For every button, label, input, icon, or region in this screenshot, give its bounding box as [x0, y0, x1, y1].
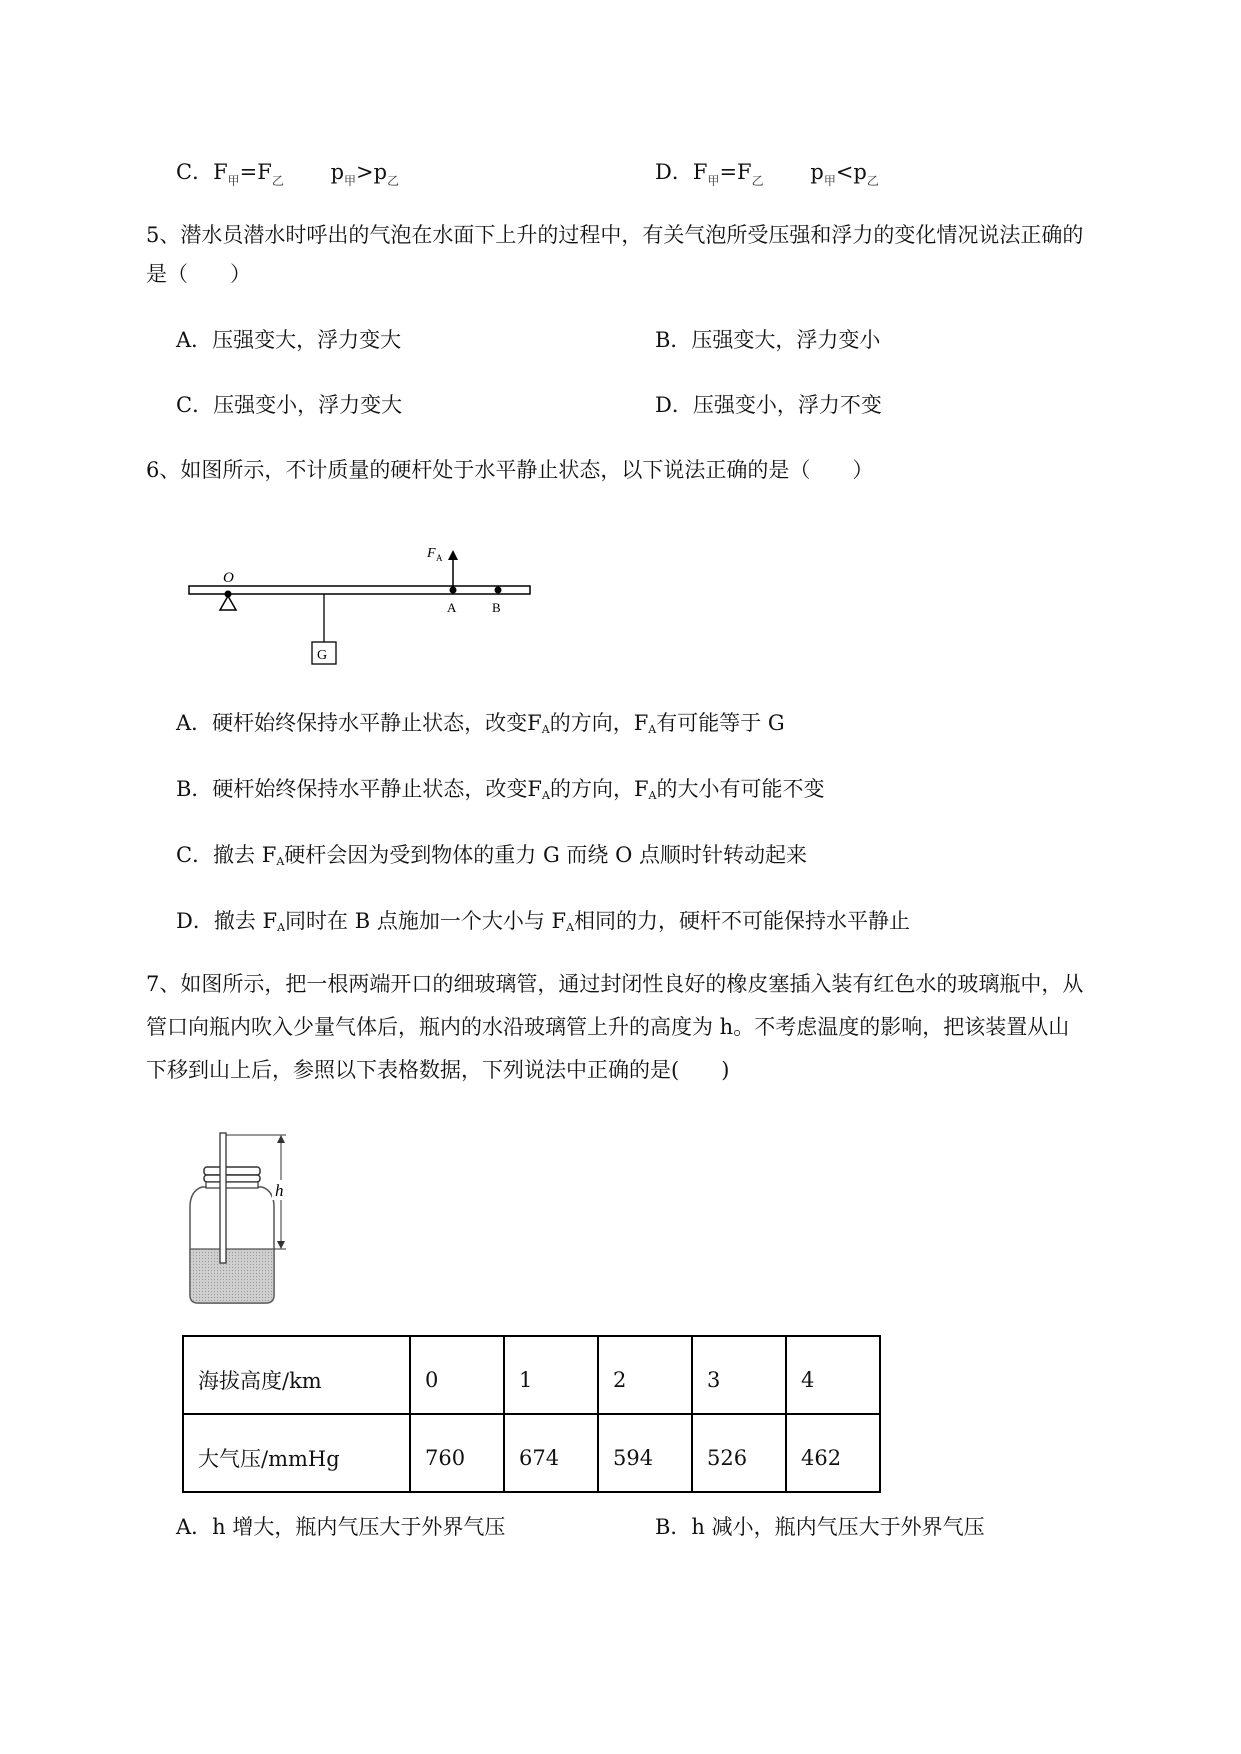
q5-stem-line2: 是（ ） — [146, 262, 251, 286]
label-a: A — [447, 600, 457, 615]
q4-option-d: D．$F_甲=F_乙$ $p_甲<p_乙$ — [655, 160, 879, 188]
q7-option-b: B．h 减小，瓶内气压大于外界气压 — [655, 1515, 985, 1539]
table-cell: 海拔高度/km — [183, 1336, 410, 1414]
lever-diagram — [180, 530, 780, 690]
label-fa-sub: A — [436, 553, 443, 563]
q7-stem-line1: 7、如图所示，把一根两端开口的细玻璃管，通过封闭性良好的橡皮塞插入装有红色水的玻璃瓶中，从 — [146, 972, 1084, 996]
table-cell: 2 — [598, 1336, 692, 1414]
q6-option-b: B．硬杆始终保持水平静止状态，改变$F_A$的方向，$F_A$的大小有可能不变 — [176, 777, 825, 802]
table-cell: 大气压/mmHg — [183, 1414, 410, 1492]
bottle-water — [190, 1249, 274, 1303]
table-cell: 462 — [786, 1414, 880, 1492]
q7-stem-line2: 管口向瓶内吹入少量气体后，瓶内的水沿玻璃管上升的高度为 h。不考虑温度的影响，把该装置从山 — [146, 1015, 1070, 1039]
table-cell: 0 — [410, 1336, 504, 1414]
q5-option-c: C．压强变小，浮力变大 — [176, 393, 403, 417]
force-arrow-head — [448, 550, 458, 560]
q4-option-c: C．$F_甲=F_乙$ $p_甲>p_乙$ — [176, 160, 400, 188]
label-h: h — [275, 1181, 284, 1200]
q7-stem-line3: 下移到山上后，参照以下表格数据，下列说法中正确的是( ) — [146, 1058, 730, 1082]
point-b — [495, 587, 502, 594]
table-cell: 1 — [504, 1336, 598, 1414]
q6-option-c: C．撤去 $F_A$硬杆会因为受到物体的重力 G 而绕 O 点顺时针转动起来 — [176, 843, 807, 868]
table-cell: 760 — [410, 1414, 504, 1492]
table-row — [183, 1414, 880, 1492]
label-o: O — [223, 570, 234, 586]
bottle-diagram — [180, 1125, 340, 1325]
q6-stem: 6、如图所示，不计质量的硬杆处于水平静止状态，以下说法正确的是（ ） — [146, 458, 874, 482]
h-arrow-top — [277, 1135, 285, 1143]
table-cell: 594 — [598, 1414, 692, 1492]
altitude-pressure-table — [182, 1335, 881, 1493]
q7-option-a: A．h 增大，瓶内气压大于外界气压 — [176, 1515, 506, 1539]
h-arrow-bottom — [277, 1241, 285, 1249]
stopper-ring-top — [204, 1167, 260, 1175]
table-cell: 4 — [786, 1336, 880, 1414]
q5-stem-line1: 5、潜水员潜水时呼出的气泡在水面下上升的过程中，有关气泡所受压强和浮力的变化情况说法正确的 — [146, 223, 1084, 247]
table-row — [183, 1336, 880, 1414]
lever-rod — [189, 586, 530, 594]
label-fa: F — [427, 546, 436, 561]
table-cell: 674 — [504, 1414, 598, 1492]
label-b: B — [492, 600, 501, 615]
q5-option-b: B．压强变大，浮力变小 — [655, 328, 881, 352]
q5-option-a: A．压强变大，浮力变大 — [176, 328, 402, 352]
fulcrum-triangle — [220, 596, 236, 610]
table-cell: 3 — [692, 1336, 786, 1414]
label-g: G — [317, 648, 328, 663]
table-cell: 526 — [692, 1414, 786, 1492]
q6-option-d: D．撤去 $F_A$同时在 B 点施加一个大小与 $F_A$相同的力，硬杆不可能保持水平静止 — [176, 909, 911, 934]
glass-tube — [220, 1133, 226, 1263]
stopper-ring-mid — [204, 1175, 260, 1182]
q5-option-d: D．压强变小，浮力不变 — [655, 393, 882, 417]
stopper-neck — [206, 1182, 258, 1188]
q6-option-a: A．硬杆始终保持水平静止状态，改变$F_A$的方向，$F_A$有可能等于 G — [176, 711, 785, 736]
